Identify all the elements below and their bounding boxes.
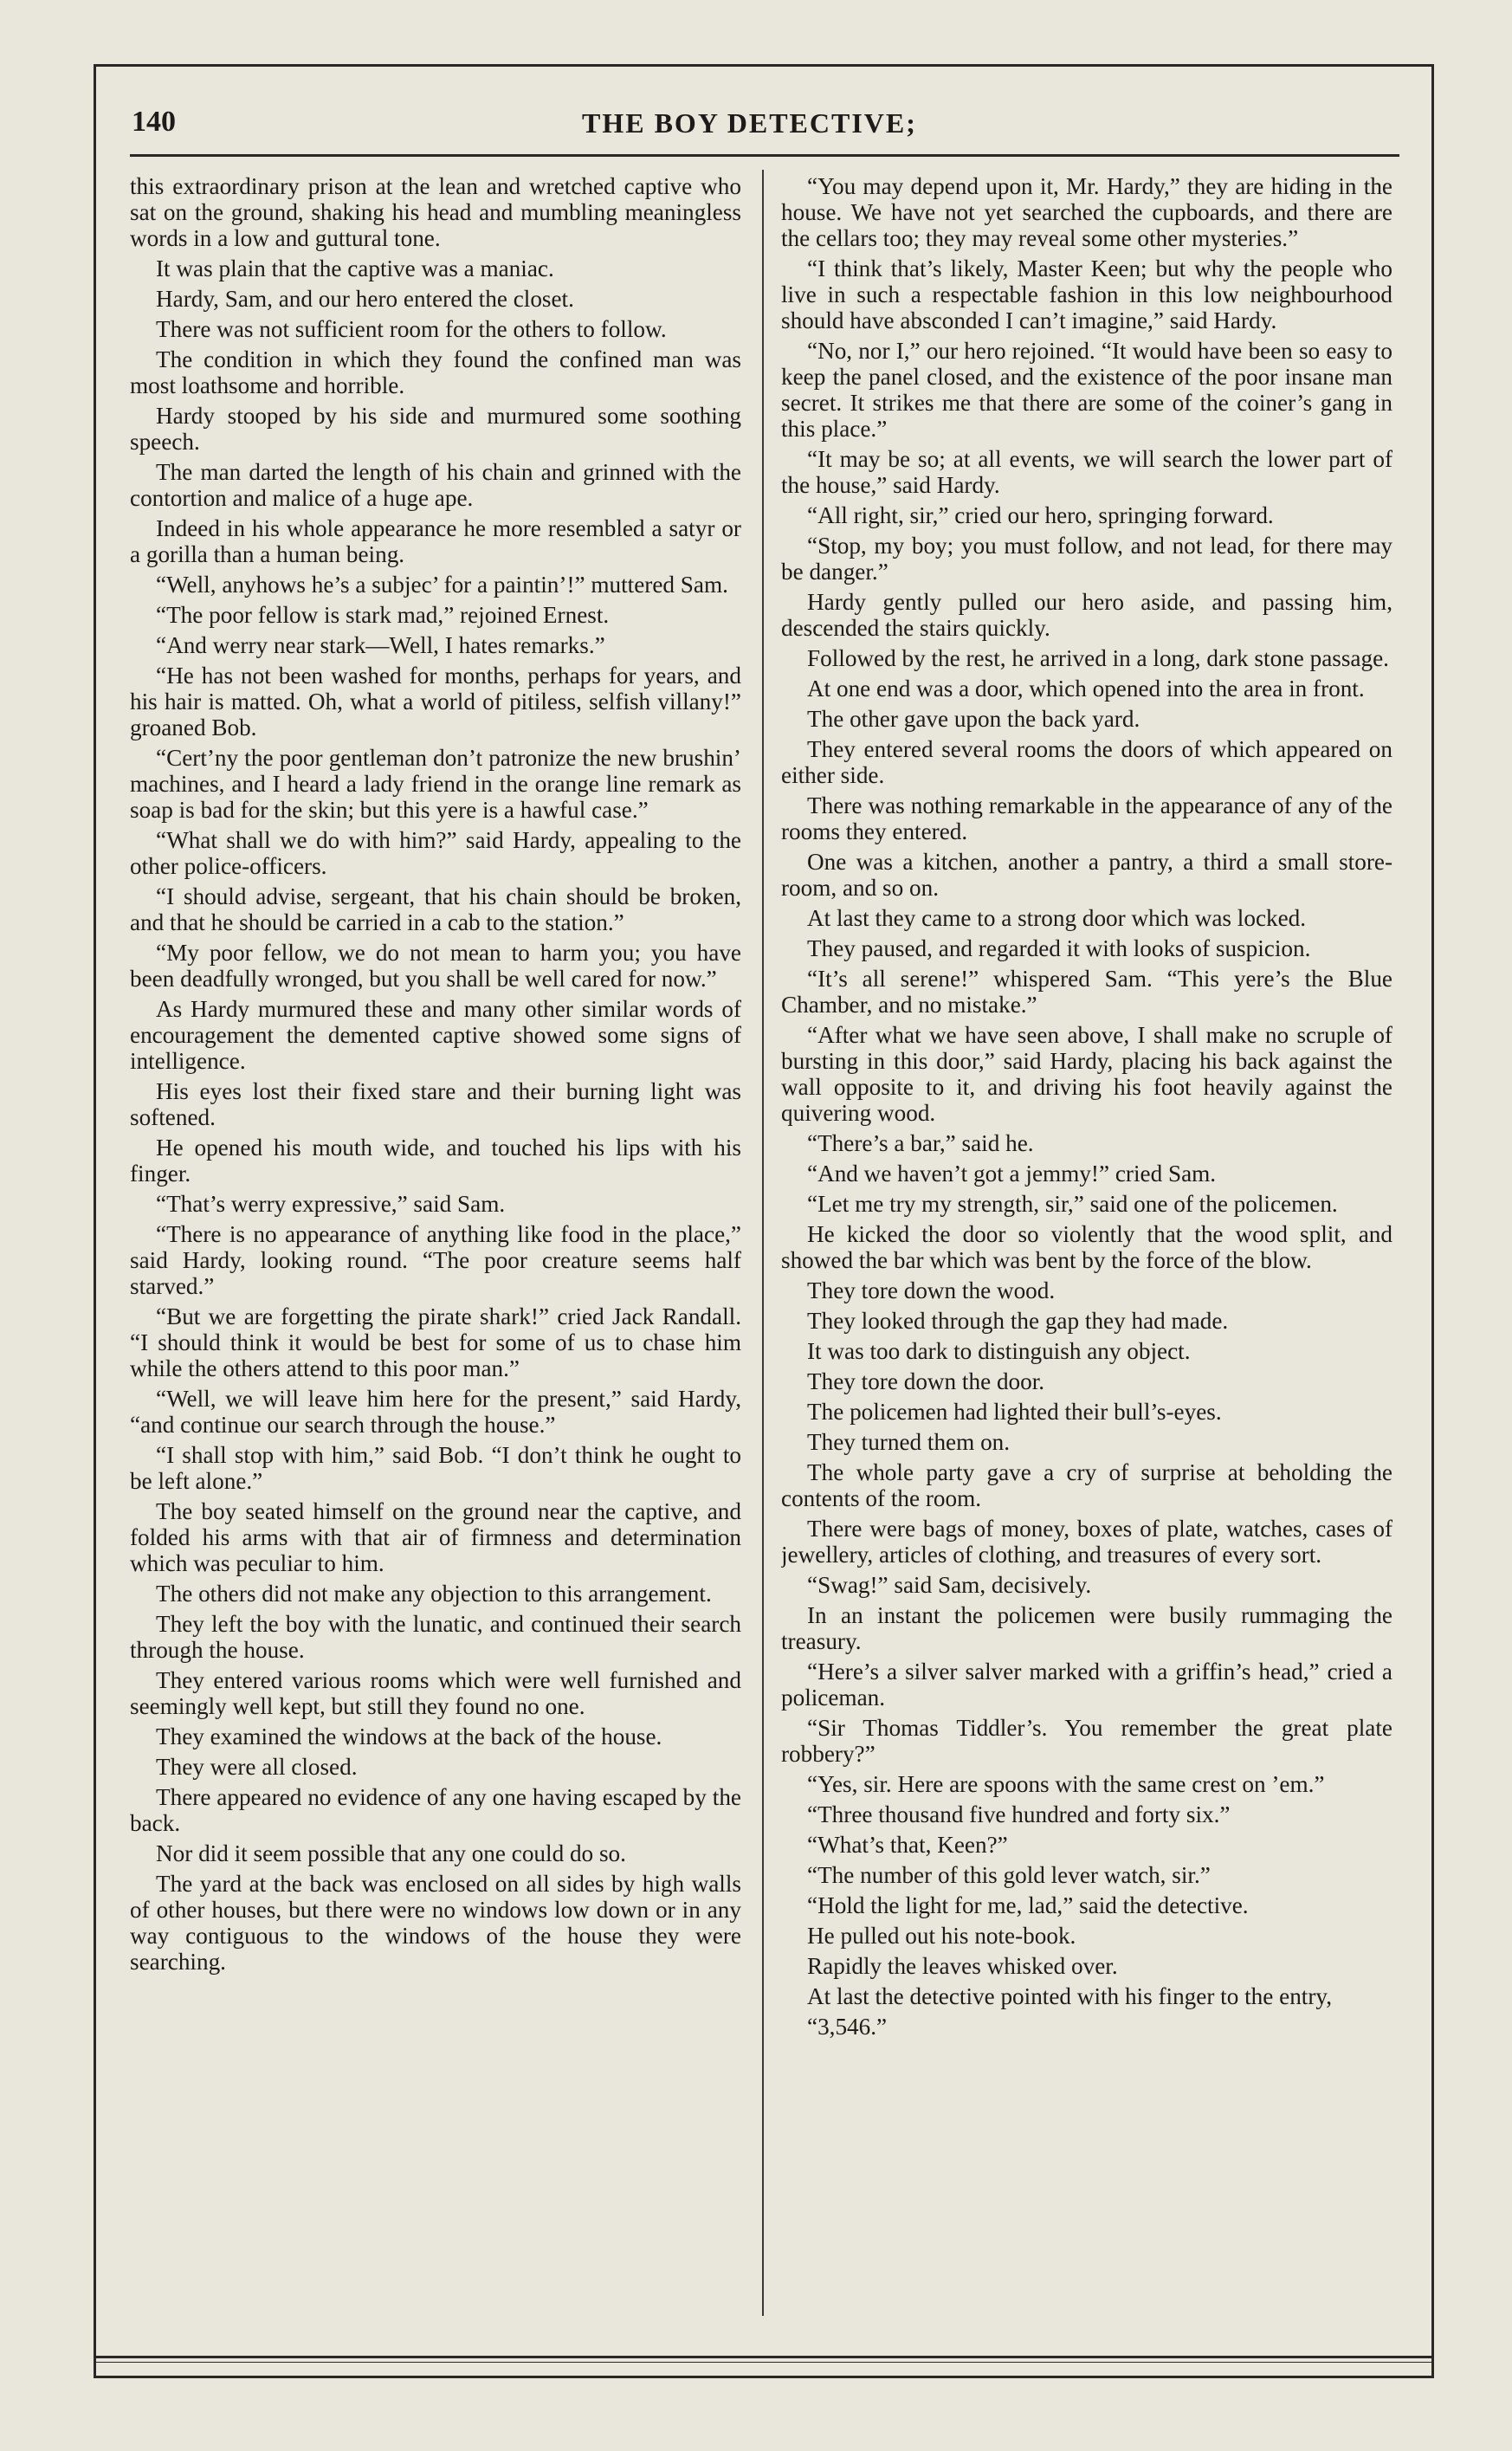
paragraph: The policemen had lighted their bull’s-eyes. (807, 1399, 1222, 1425)
paragraph: “Three thousand five hundred and forty six.” (807, 1801, 1231, 1827)
paragraph: “But we are forgetting the pirate shark!” cried Jack Randall. “I should think it would be best for some of us to chase him while the others attend to this poor man.” (130, 1303, 741, 1381)
paragraph: “It’s all serene!” whispered Sam. “This yere’s the Blue Chamber, and no mistake.” (781, 966, 1392, 1018)
paragraph: “Cert’ny the poor gentleman don’t patronize the new brushin’ machines, and I heard a lady friend in the orange line remark as soap is bad for the skin; but this yere is a hawful case.” (130, 745, 741, 823)
left-column (130, 173, 741, 2312)
paragraph: The others did not make any objection to this arrangement. (156, 1581, 712, 1607)
paragraph: “What shall we do with him?” said Hardy, appealing to the other police-officers. (130, 827, 741, 879)
paragraph: Hardy, Sam, and our hero entered the closet. (156, 286, 574, 312)
paragraph: “3,546.” (807, 2014, 888, 2040)
bottom-rule (94, 2356, 1434, 2358)
paragraph: “Let me try my strength, sir,” said one of the policemen. (807, 1191, 1338, 1217)
paragraph: He opened his mouth wide, and touched his lips with his finger. (130, 1135, 741, 1187)
paragraph: “Yes, sir. Here are spoons with the same crest on ’em.” (807, 1771, 1325, 1797)
paragraph: “It may be so; at all events, we will search the lower part of the house,” said Hardy. (781, 446, 1392, 498)
paragraph: Nor did it seem possible that any one could do so. (156, 1840, 626, 1866)
column-divider (762, 170, 764, 2316)
paragraph: Indeed in his whole appearance he more resembled a satyr or a gorilla than a human being. (130, 515, 741, 567)
running-title: THE BOY DETECTIVE; (582, 107, 917, 139)
paragraph: At one end was a door, which opened into the area in front. (807, 676, 1365, 702)
paragraph: They paused, and regarded it with looks of suspicion. (807, 935, 1311, 961)
paragraph: Rapidly the leaves whisked over. (807, 1953, 1118, 1979)
paragraph: They tore down the wood. (807, 1277, 1056, 1303)
page-number: 140 (132, 106, 176, 138)
paragraph: “No, nor I,” our hero rejoined. “It would have been so easy to keep the panel closed, and the existence of the poor insane man secret. It strikes me that there are some of the coiner’s gang in this place.” (781, 338, 1392, 442)
bottom-rule-thin (94, 2362, 1434, 2363)
paragraph: “All right, sir,” cried our hero, springing forward. (807, 502, 1274, 528)
paragraph: “Well, anyhows he’s a subjec’ for a paintin’!” muttered Sam. (156, 572, 728, 598)
paragraph: One was a kitchen, another a pantry, a third a small store-room, and so on. (781, 849, 1392, 901)
paragraph: “The poor fellow is stark mad,” rejoined Ernest. (156, 602, 610, 628)
paragraph: “Here’s a silver salver marked with a griffin’s head,” cried a policeman. (781, 1659, 1392, 1711)
paragraph: “Well, we will leave him here for the present,” said Hardy, “and continue our search through the house.” (130, 1386, 741, 1438)
paragraph: The man darted the length of his chain and grinned with the contortion and malice of a huge ape. (130, 459, 741, 511)
paragraph: It was too dark to distinguish any object. (807, 1338, 1191, 1364)
paragraph: “Sir Thomas Tiddler’s. You remember the great plate robbery?” (781, 1715, 1392, 1767)
paragraph: At last they came to a strong door which was locked. (807, 905, 1307, 931)
paragraph: There was not sufficient room for the others to follow. (156, 316, 667, 342)
header-rule (130, 154, 1399, 157)
paragraph: The condition in which they found the confined man was most loathsome and horrible. (130, 346, 741, 398)
paragraph: “The number of this gold lever watch, sir.” (807, 1862, 1211, 1888)
paragraph: “My poor fellow, we do not mean to harm you; you have been deadfully wronged, but you shall be well cared for now.” (130, 940, 741, 992)
paragraph: “There’s a bar,” said he. (807, 1130, 1034, 1156)
paragraph: Hardy gently pulled our hero aside, and passing him, descended the stairs quickly. (781, 589, 1392, 641)
paragraph: They entered several rooms the doors of which appeared on either side. (781, 736, 1392, 788)
paragraph: They left the boy with the lunatic, and continued their search through the house. (130, 1611, 741, 1663)
paragraph: They entered various rooms which were well furnished and seemingly well kept, but still they found no one. (130, 1667, 741, 1719)
paragraph: The whole party gave a cry of surprise at beholding the contents of the room. (781, 1459, 1392, 1511)
paragraph: They turned them on. (807, 1429, 1011, 1455)
paragraph: In an instant the policemen were busily rummaging the treasury. (781, 1602, 1392, 1654)
paragraph: The other gave upon the back yard. (807, 706, 1140, 732)
paragraph: As Hardy murmured these and many other similar words of encouragement the demented captive showed some signs of intelligence. (130, 996, 741, 1074)
paragraph: At last the detective pointed with his finger to the entry, (807, 1983, 1333, 2009)
paragraph: “Stop, my boy; you must follow, and not lead, for there may be danger.” (781, 533, 1392, 585)
paragraph: “You may depend upon it, Mr. Hardy,” they are hiding in the house. We have not yet searched the cupboards, and there are the cellars too; they may reveal some other mysteries.” (781, 173, 1392, 251)
paragraph: this extraordinary prison at the lean and wretched captive who sat on the ground, shaking his head and mumbling meaningless words in a low and guttural tone. (130, 173, 741, 251)
paragraph: They looked through the gap they had made. (807, 1308, 1229, 1334)
paragraph: “What’s that, Keen?” (807, 1832, 1008, 1858)
paragraph: They examined the windows at the back of the house. (156, 1723, 662, 1749)
paragraph: The yard at the back was enclosed on all sides by high walls of other houses, but there were no windows low down or in any way contiguous to the windows of the house they were searching. (130, 1871, 741, 1975)
paragraph: There appeared no evidence of any one having escaped by the back. (130, 1784, 741, 1836)
paragraph: The boy seated himself on the ground near the captive, and folded his arms with that air of firmness and determination which was peculiar to him. (130, 1498, 741, 1576)
paragraph: They tore down the door. (807, 1368, 1045, 1394)
paragraph: “He has not been washed for months, perhaps for years, and his hair is matted. Oh, what a world of pitiless, selfish villany!” groaned Bob. (130, 663, 741, 740)
paragraph: “And werry near stark—Well, I hates remarks.” (156, 632, 605, 658)
paragraph: He pulled out his note-book. (807, 1923, 1076, 1949)
paragraph: “And we haven’t got a jemmy!” cried Sam. (807, 1161, 1217, 1187)
paragraph: Hardy stooped by his side and murmured some soothing speech. (130, 403, 741, 455)
paragraph: “I should advise, sergeant, that his chain should be broken, and that he should be carried in a cab to the station.” (130, 883, 741, 935)
paragraph: His eyes lost their fixed stare and their burning light was softened. (130, 1078, 741, 1130)
paragraph: There were bags of money, boxes of plate, watches, cases of jewellery, articles of clothing, and treasures of every sort. (781, 1516, 1392, 1568)
page-header (132, 106, 1396, 151)
paragraph: Followed by the rest, he arrived in a long, dark stone passage. (807, 645, 1389, 671)
paragraph: They were all closed. (156, 1754, 358, 1780)
right-column (781, 173, 1392, 2312)
paragraph: “Hold the light for me, lad,” said the detective. (807, 1892, 1249, 1918)
paragraph: “Swag!” said Sam, decisively. (807, 1572, 1092, 1598)
paragraph: He kicked the door so violently that the wood split, and showed the bar which was bent by the force of the blow. (781, 1221, 1392, 1273)
paragraph: “There is no appearance of anything like food in the place,” said Hardy, looking round. “The poor creature seems half starved.” (130, 1221, 741, 1299)
paragraph: It was plain that the captive was a maniac. (156, 255, 554, 281)
paragraph: “I shall stop with him,” said Bob. “I don’t think he ought to be left alone.” (130, 1442, 741, 1494)
paragraph: There was nothing remarkable in the appearance of any of the rooms they entered. (781, 792, 1392, 844)
paragraph: “I think that’s likely, Master Keen; but why the people who live in such a respectable fashion in this low neighbourhood should have absconded I can’t imagine,” said Hardy. (781, 255, 1392, 333)
paragraph: “That’s werry expressive,” said Sam. (156, 1191, 506, 1217)
paragraph: “After what we have seen above, I shall make no scruple of bursting in this door,” said Hardy, placing his back against the wall opposite to it, and driving his foot heavily against the quivering wood. (781, 1022, 1392, 1126)
